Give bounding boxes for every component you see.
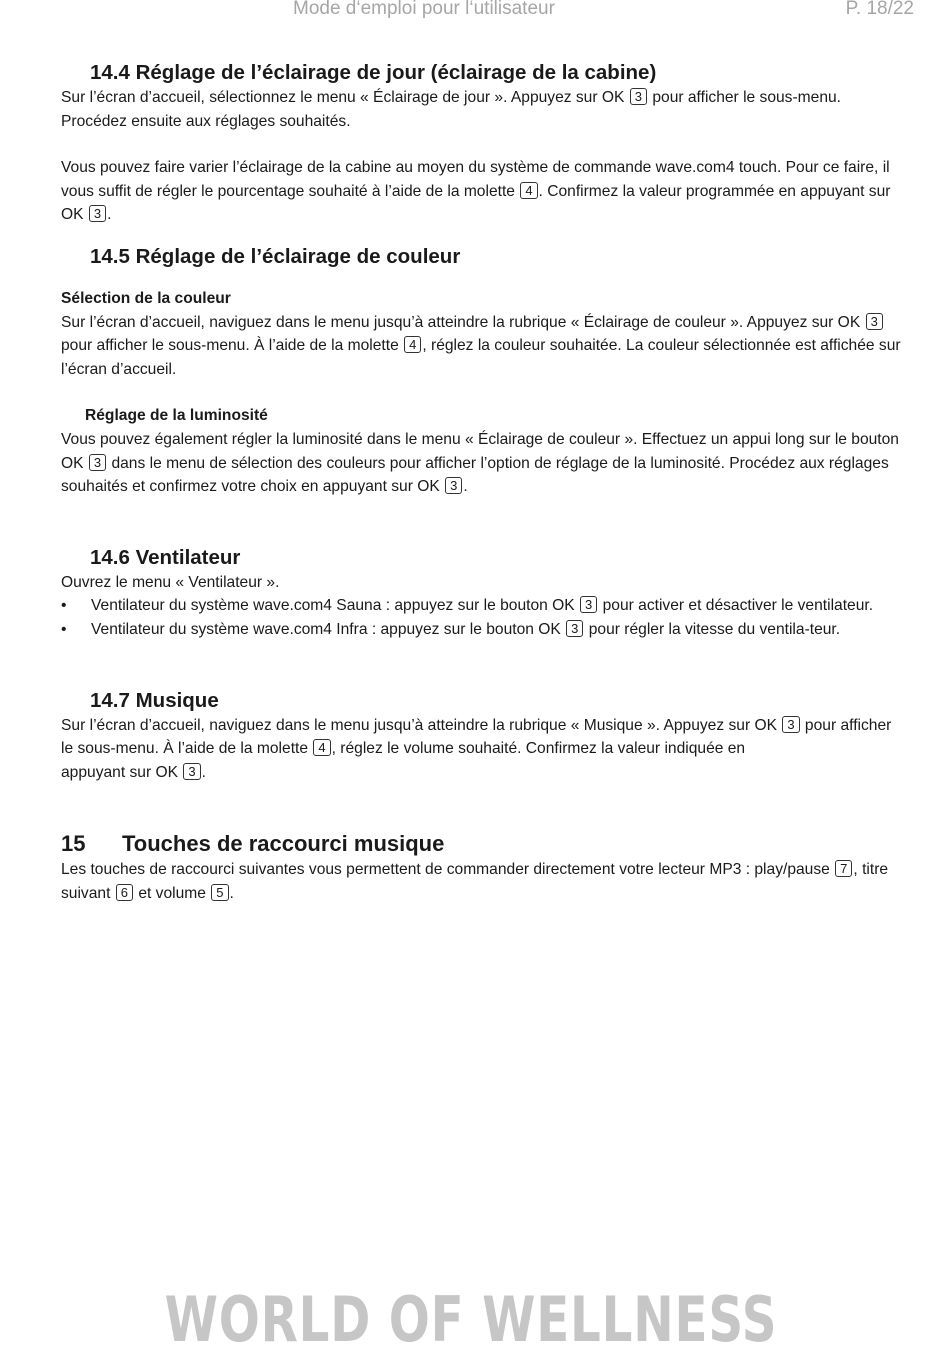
section-14-5-heading: 14.5 Réglage de l’éclairage de couleur <box>90 244 461 268</box>
brand-logo-text: WORLD OF WELLNESS <box>164 1283 778 1356</box>
key-6-icon: 6 <box>116 884 133 901</box>
page-number: P. 18/22 <box>845 0 914 19</box>
section-14-4-paragraph-2: Vous pouvez faire varier l’éclairage de la cabine au moyen du système de commande wave.com4 touch. Pour ce faire, il vous suffit de régler le pourcentage souhaité à l’aide de la molette 4 . Confirmez la valeur programmée en appuyant sur OK 3 . <box>61 159 891 224</box>
running-header-title: Mode d‘emploi pour l‘utilisateur <box>293 0 555 19</box>
key-3-icon: 3 <box>183 763 200 780</box>
section-14-7-heading: 14.7 Musique <box>90 688 219 712</box>
section-14-4-heading: 14.4 Réglage de l’éclairage de jour (éclairage de la cabine) <box>90 61 657 84</box>
key-3-icon: 3 <box>89 205 106 222</box>
section-15-number: 15 <box>61 831 86 857</box>
key-3-icon: 3 <box>89 454 106 471</box>
key-3-icon: 3 <box>630 88 647 105</box>
subheading-color-selection: Sélection de la couleur <box>61 289 231 307</box>
document-body <box>61 60 901 905</box>
list-item: • Ventilateur du système wave.com4 Sauna : appuyez sur le bouton OK 3 pour activer et désactiver le ventilateur. <box>61 597 874 615</box>
key-4-icon: 4 <box>520 182 537 199</box>
section-14-7-paragraph-1: Sur l’écran d’accueil, naviguez dans le menu jusqu’à atteindre la rubrique « Musique ». Appuyez sur OK 3 pour afficher le sous-menu. À l’aide de la molette 4 , réglez le volume souhaité. Confirmez la valeur indiquée en <box>61 716 892 758</box>
section-14-5-paragraph-2: Vous pouvez également régler la luminosité dans le menu « Éclairage de couleur ». Effectuez un appui long sur le bouton OK 3 dans le menu de sélection des couleurs pour afficher l’option de réglage de la luminosité. Procédez aux réglages souhaités et confirmez votre choix en appuyant sur OK 3 . <box>61 430 899 496</box>
key-4-icon: 4 <box>404 336 421 353</box>
key-3-icon: 3 <box>866 313 883 330</box>
section-15-paragraph: Les touches de raccourci suivantes vous permettent de commander directement votre lecteur MP3 : play/pause 7 , titre suivant 6 et volume 5 . <box>61 861 889 902</box>
section-14-7-paragraph-2: appuyant sur OK 3 . <box>61 763 206 781</box>
list-item: • Ventilateur du système wave.com4 Infra : appuyez sur le bouton OK 3 pour régler la vitesse du ventila-teur. <box>61 620 841 638</box>
section-14-5-paragraph-1: Sur l’écran d’accueil, naviguez dans le menu jusqu’à atteindre la rubrique « Éclairage de couleur ». Appuyez sur OK 3 pour afficher le sous-menu. À l’aide de la molette 4 , réglez la couleur souhaitée. La couleur sélectionnée est affichée sur l’écran d’accueil. <box>61 313 901 378</box>
section-14-6-intro: Ouvrez le menu « Ventilateur ». <box>61 573 280 591</box>
key-3-icon: 3 <box>782 716 799 733</box>
section-15-title: Touches de raccourci musique <box>122 831 445 857</box>
key-7-icon: 7 <box>835 860 852 877</box>
key-3-icon: 3 <box>580 596 597 613</box>
section-15-heading <box>61 830 901 858</box>
key-5-icon: 5 <box>211 884 228 901</box>
key-3-icon: 3 <box>566 620 583 637</box>
ventilator-list <box>61 594 901 641</box>
key-3-icon: 3 <box>445 477 462 494</box>
key-4-icon: 4 <box>313 739 330 756</box>
subheading-brightness: Réglage de la luminosité <box>85 407 268 425</box>
section-14-4-paragraph-1: Sur l’écran d’accueil, sélectionnez le menu « Éclairage de jour ». Appuyez sur OK 3 pour afficher le sous-menu. Procédez ensuite aux réglages souhaités. <box>61 89 842 130</box>
section-14-6-heading: 14.6 Ventilateur <box>90 545 241 569</box>
